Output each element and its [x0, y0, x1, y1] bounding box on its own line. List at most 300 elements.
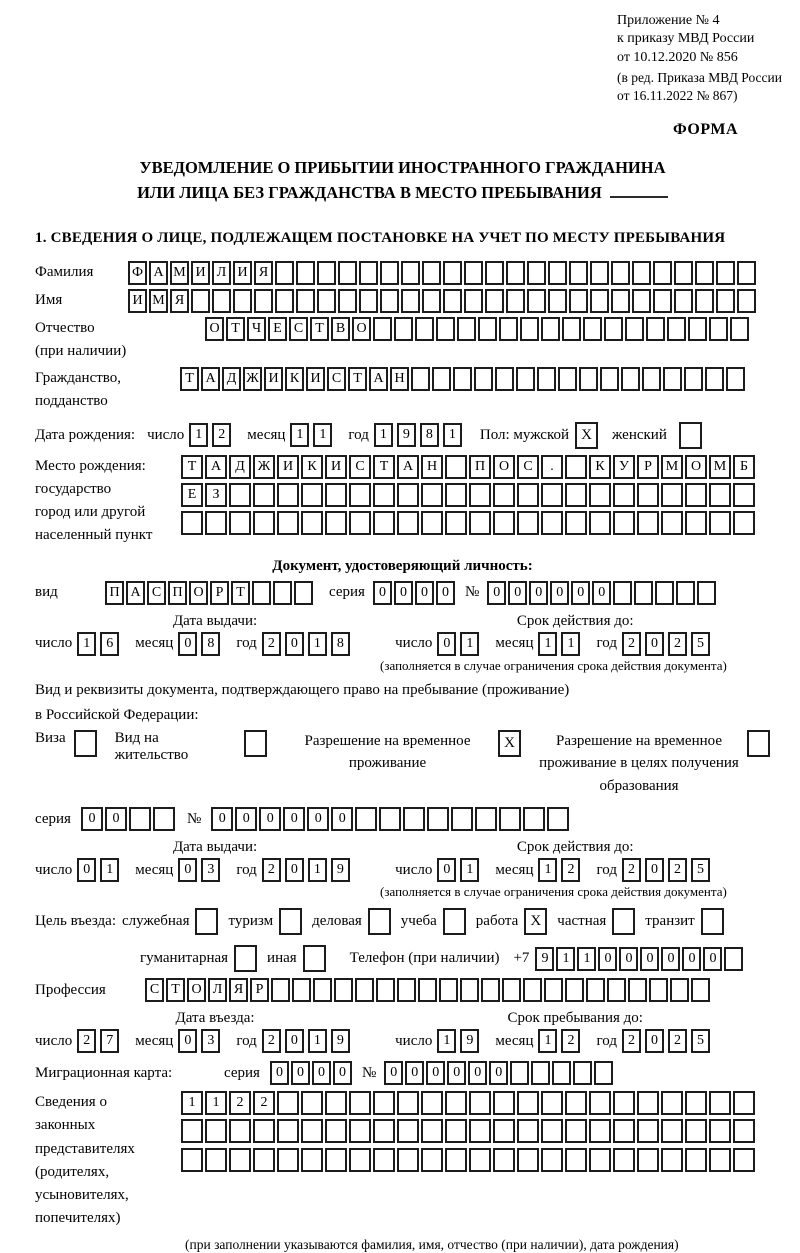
- char-box[interactable]: [271, 978, 290, 1002]
- char-box[interactable]: [301, 511, 323, 535]
- char-box[interactable]: [637, 483, 659, 507]
- char-box[interactable]: 0: [405, 1061, 424, 1085]
- char-box[interactable]: [565, 978, 584, 1002]
- other-checkbox[interactable]: [303, 945, 326, 972]
- char-box[interactable]: [432, 367, 451, 391]
- char-box[interactable]: 1: [538, 632, 557, 656]
- char-box[interactable]: [445, 455, 467, 479]
- char-box[interactable]: [445, 483, 467, 507]
- char-box[interactable]: Р: [637, 455, 659, 479]
- char-box[interactable]: [397, 1148, 419, 1172]
- char-box[interactable]: [275, 289, 294, 313]
- char-box[interactable]: [421, 1119, 443, 1143]
- char-box[interactable]: [277, 1148, 299, 1172]
- char-box[interactable]: [685, 1148, 707, 1172]
- official-checkbox[interactable]: [195, 908, 218, 935]
- char-box[interactable]: [613, 511, 635, 535]
- char-box[interactable]: 0: [447, 1061, 466, 1085]
- char-box[interactable]: [205, 1148, 227, 1172]
- char-box[interactable]: [709, 1119, 731, 1143]
- char-box[interactable]: [733, 1091, 755, 1115]
- char-box[interactable]: [685, 1091, 707, 1115]
- char-box[interactable]: М: [170, 261, 189, 285]
- char-box[interactable]: [634, 581, 653, 605]
- female-checkbox[interactable]: [679, 422, 702, 449]
- char-box[interactable]: [294, 581, 313, 605]
- char-box[interactable]: Я: [254, 261, 273, 285]
- title-blank-line[interactable]: [610, 184, 668, 198]
- visa-checkbox[interactable]: [74, 730, 97, 757]
- char-box[interactable]: 1: [437, 1029, 456, 1053]
- char-box[interactable]: 0: [529, 581, 548, 605]
- char-box[interactable]: Т: [310, 317, 329, 341]
- char-box[interactable]: 0: [415, 581, 434, 605]
- char-box[interactable]: [453, 367, 472, 391]
- char-box[interactable]: [478, 317, 497, 341]
- char-box[interactable]: [733, 1148, 755, 1172]
- char-box[interactable]: О: [187, 978, 206, 1002]
- char-box[interactable]: 0: [682, 947, 701, 971]
- char-box[interactable]: [397, 1091, 419, 1115]
- char-box[interactable]: 2: [561, 1029, 580, 1053]
- char-box[interactable]: С: [349, 455, 371, 479]
- char-box[interactable]: [613, 1119, 635, 1143]
- char-box[interactable]: 1: [308, 632, 327, 656]
- char-box[interactable]: С: [145, 978, 164, 1002]
- char-box[interactable]: [338, 261, 357, 285]
- char-box[interactable]: [301, 1119, 323, 1143]
- char-box[interactable]: И: [306, 367, 325, 391]
- char-box[interactable]: 2: [262, 1029, 281, 1053]
- tourism-checkbox[interactable]: [279, 908, 302, 935]
- char-box[interactable]: 0: [331, 807, 353, 831]
- char-box[interactable]: 0: [285, 1029, 304, 1053]
- char-box[interactable]: 1: [205, 1091, 227, 1115]
- char-box[interactable]: [445, 511, 467, 535]
- char-box[interactable]: 0: [508, 581, 527, 605]
- char-box[interactable]: [153, 807, 175, 831]
- char-box[interactable]: 0: [550, 581, 569, 605]
- char-box[interactable]: 0: [645, 1029, 664, 1053]
- char-box[interactable]: [611, 289, 630, 313]
- char-box[interactable]: А: [201, 367, 220, 391]
- char-box[interactable]: [527, 261, 546, 285]
- char-box[interactable]: [628, 978, 647, 1002]
- char-box[interactable]: 9: [535, 947, 554, 971]
- char-box[interactable]: 7: [100, 1029, 119, 1053]
- char-box[interactable]: Ж: [243, 367, 262, 391]
- char-box[interactable]: [523, 807, 545, 831]
- char-box[interactable]: [523, 978, 542, 1002]
- char-box[interactable]: 0: [333, 1061, 352, 1085]
- char-box[interactable]: [253, 1119, 275, 1143]
- char-box[interactable]: [349, 511, 371, 535]
- char-box[interactable]: [469, 1148, 491, 1172]
- char-box[interactable]: [277, 1119, 299, 1143]
- char-box[interactable]: [653, 289, 672, 313]
- char-box[interactable]: 1: [181, 1091, 203, 1115]
- char-box[interactable]: [637, 1091, 659, 1115]
- char-box[interactable]: 0: [426, 1061, 445, 1085]
- char-box[interactable]: 2: [229, 1091, 251, 1115]
- char-box[interactable]: [493, 1148, 515, 1172]
- char-box[interactable]: [589, 511, 611, 535]
- char-box[interactable]: [349, 1119, 371, 1143]
- char-box[interactable]: [415, 317, 434, 341]
- char-box[interactable]: Е: [268, 317, 287, 341]
- char-box[interactable]: [569, 289, 588, 313]
- char-box[interactable]: 0: [285, 858, 304, 882]
- char-box[interactable]: [394, 317, 413, 341]
- char-box[interactable]: [212, 289, 231, 313]
- char-box[interactable]: 0: [489, 1061, 508, 1085]
- char-box[interactable]: [359, 261, 378, 285]
- char-box[interactable]: [737, 261, 756, 285]
- char-box[interactable]: [401, 289, 420, 313]
- char-box[interactable]: 0: [259, 807, 281, 831]
- char-box[interactable]: [313, 978, 332, 1002]
- char-box[interactable]: [649, 978, 668, 1002]
- char-box[interactable]: [422, 261, 441, 285]
- char-box[interactable]: [531, 1061, 550, 1085]
- char-box[interactable]: [292, 978, 311, 1002]
- char-box[interactable]: Д: [229, 455, 251, 479]
- char-box[interactable]: [469, 511, 491, 535]
- male-checkbox[interactable]: X: [575, 422, 598, 449]
- char-box[interactable]: [403, 807, 425, 831]
- char-box[interactable]: И: [277, 455, 299, 479]
- char-box[interactable]: [520, 317, 539, 341]
- char-box[interactable]: [376, 978, 395, 1002]
- char-box[interactable]: 1: [443, 423, 462, 447]
- char-box[interactable]: С: [289, 317, 308, 341]
- char-box[interactable]: 0: [384, 1061, 403, 1085]
- char-box[interactable]: [590, 289, 609, 313]
- char-box[interactable]: [637, 1148, 659, 1172]
- char-box[interactable]: [422, 289, 441, 313]
- char-box[interactable]: [229, 1119, 251, 1143]
- char-box[interactable]: [181, 1148, 203, 1172]
- char-box[interactable]: [548, 289, 567, 313]
- char-box[interactable]: [397, 511, 419, 535]
- char-box[interactable]: И: [233, 261, 252, 285]
- char-box[interactable]: [684, 367, 703, 391]
- char-box[interactable]: [724, 947, 743, 971]
- char-box[interactable]: [325, 511, 347, 535]
- char-box[interactable]: 0: [285, 632, 304, 656]
- char-box[interactable]: 2: [253, 1091, 275, 1115]
- char-box[interactable]: 9: [331, 858, 350, 882]
- char-box[interactable]: [541, 1148, 563, 1172]
- char-box[interactable]: 1: [374, 423, 393, 447]
- char-box[interactable]: Т: [231, 581, 250, 605]
- char-box[interactable]: [421, 483, 443, 507]
- char-box[interactable]: [411, 367, 430, 391]
- char-box[interactable]: [421, 1091, 443, 1115]
- char-box[interactable]: [685, 1119, 707, 1143]
- char-box[interactable]: [233, 289, 252, 313]
- char-box[interactable]: 1: [308, 858, 327, 882]
- char-box[interactable]: [632, 289, 651, 313]
- char-box[interactable]: 9: [331, 1029, 350, 1053]
- char-box[interactable]: [527, 289, 546, 313]
- char-box[interactable]: [646, 317, 665, 341]
- char-box[interactable]: 2: [622, 632, 641, 656]
- char-box[interactable]: 1: [556, 947, 575, 971]
- char-box[interactable]: 0: [661, 947, 680, 971]
- char-box[interactable]: [464, 289, 483, 313]
- char-box[interactable]: [594, 1061, 613, 1085]
- residence-permit-checkbox[interactable]: [244, 730, 267, 757]
- char-box[interactable]: [632, 261, 651, 285]
- char-box[interactable]: [421, 1148, 443, 1172]
- char-box[interactable]: [661, 511, 683, 535]
- char-box[interactable]: 9: [460, 1029, 479, 1053]
- char-box[interactable]: [613, 1148, 635, 1172]
- char-box[interactable]: [493, 1091, 515, 1115]
- char-box[interactable]: [325, 1119, 347, 1143]
- char-box[interactable]: О: [189, 581, 208, 605]
- char-box[interactable]: 1: [189, 423, 208, 447]
- char-box[interactable]: 1: [561, 632, 580, 656]
- char-box[interactable]: 0: [487, 581, 506, 605]
- char-box[interactable]: [253, 511, 275, 535]
- char-box[interactable]: 2: [622, 858, 641, 882]
- char-box[interactable]: [517, 483, 539, 507]
- char-box[interactable]: [379, 807, 401, 831]
- char-box[interactable]: Р: [250, 978, 269, 1002]
- char-box[interactable]: В: [331, 317, 350, 341]
- char-box[interactable]: 2: [561, 858, 580, 882]
- char-box[interactable]: [621, 367, 640, 391]
- char-box[interactable]: 2: [262, 858, 281, 882]
- char-box[interactable]: [445, 1091, 467, 1115]
- char-box[interactable]: [516, 367, 535, 391]
- char-box[interactable]: [229, 511, 251, 535]
- char-box[interactable]: 2: [668, 1029, 687, 1053]
- char-box[interactable]: [716, 261, 735, 285]
- private-checkbox[interactable]: [612, 908, 635, 935]
- char-box[interactable]: [499, 317, 518, 341]
- char-box[interactable]: [181, 511, 203, 535]
- char-box[interactable]: [253, 483, 275, 507]
- char-box[interactable]: [301, 1091, 323, 1115]
- char-box[interactable]: [541, 1091, 563, 1115]
- char-box[interactable]: [604, 317, 623, 341]
- char-box[interactable]: [642, 367, 661, 391]
- char-box[interactable]: Т: [348, 367, 367, 391]
- char-box[interactable]: 0: [645, 632, 664, 656]
- char-box[interactable]: 1: [538, 858, 557, 882]
- char-box[interactable]: [253, 1148, 275, 1172]
- char-box[interactable]: А: [369, 367, 388, 391]
- char-box[interactable]: [552, 1061, 571, 1085]
- char-box[interactable]: 0: [468, 1061, 487, 1085]
- char-box[interactable]: 0: [81, 807, 103, 831]
- char-box[interactable]: 0: [437, 632, 456, 656]
- char-box[interactable]: [544, 978, 563, 1002]
- char-box[interactable]: [277, 1091, 299, 1115]
- char-box[interactable]: [565, 1148, 587, 1172]
- char-box[interactable]: [607, 978, 626, 1002]
- char-box[interactable]: [517, 1148, 539, 1172]
- char-box[interactable]: [373, 483, 395, 507]
- char-box[interactable]: О: [205, 317, 224, 341]
- char-box[interactable]: [445, 1148, 467, 1172]
- char-box[interactable]: [661, 1148, 683, 1172]
- char-box[interactable]: [541, 511, 563, 535]
- char-box[interactable]: 0: [235, 807, 257, 831]
- char-box[interactable]: [709, 1091, 731, 1115]
- char-box[interactable]: [349, 483, 371, 507]
- char-box[interactable]: [613, 581, 632, 605]
- char-box[interactable]: 0: [645, 858, 664, 882]
- char-box[interactable]: [541, 1119, 563, 1143]
- char-box[interactable]: [517, 1119, 539, 1143]
- char-box[interactable]: [349, 1148, 371, 1172]
- char-box[interactable]: 1: [308, 1029, 327, 1053]
- char-box[interactable]: И: [191, 261, 210, 285]
- char-box[interactable]: [469, 483, 491, 507]
- char-box[interactable]: [451, 807, 473, 831]
- char-box[interactable]: 0: [598, 947, 617, 971]
- char-box[interactable]: [499, 807, 521, 831]
- char-box[interactable]: [474, 367, 493, 391]
- transit-checkbox[interactable]: [701, 908, 724, 935]
- char-box[interactable]: Р: [210, 581, 229, 605]
- char-box[interactable]: 0: [394, 581, 413, 605]
- char-box[interactable]: 5: [691, 1029, 710, 1053]
- char-box[interactable]: [427, 807, 449, 831]
- char-box[interactable]: 8: [420, 423, 439, 447]
- char-box[interactable]: [589, 1148, 611, 1172]
- char-box[interactable]: [625, 317, 644, 341]
- char-box[interactable]: П: [469, 455, 491, 479]
- char-box[interactable]: [296, 289, 315, 313]
- char-box[interactable]: 5: [691, 632, 710, 656]
- char-box[interactable]: [688, 317, 707, 341]
- char-box[interactable]: [565, 483, 587, 507]
- char-box[interactable]: [380, 261, 399, 285]
- char-box[interactable]: [733, 483, 755, 507]
- char-box[interactable]: [373, 1119, 395, 1143]
- char-box[interactable]: Я: [229, 978, 248, 1002]
- char-box[interactable]: И: [128, 289, 147, 313]
- study-checkbox[interactable]: [443, 908, 466, 935]
- char-box[interactable]: [397, 978, 416, 1002]
- char-box[interactable]: С: [327, 367, 346, 391]
- char-box[interactable]: [676, 581, 695, 605]
- char-box[interactable]: [667, 317, 686, 341]
- char-box[interactable]: [709, 317, 728, 341]
- char-box[interactable]: [464, 261, 483, 285]
- work-checkbox[interactable]: X: [524, 908, 547, 935]
- char-box[interactable]: [674, 261, 693, 285]
- char-box[interactable]: 6: [100, 632, 119, 656]
- char-box[interactable]: 0: [571, 581, 590, 605]
- char-box[interactable]: [252, 581, 271, 605]
- char-box[interactable]: [579, 367, 598, 391]
- char-box[interactable]: 2: [668, 858, 687, 882]
- char-box[interactable]: [716, 289, 735, 313]
- char-box[interactable]: Ч: [247, 317, 266, 341]
- char-box[interactable]: 0: [178, 632, 197, 656]
- humanitarian-checkbox[interactable]: [234, 945, 257, 972]
- char-box[interactable]: [349, 1091, 371, 1115]
- char-box[interactable]: [691, 978, 710, 1002]
- char-box[interactable]: К: [301, 455, 323, 479]
- char-box[interactable]: [181, 1119, 203, 1143]
- char-box[interactable]: [565, 1091, 587, 1115]
- char-box[interactable]: 0: [436, 581, 455, 605]
- char-box[interactable]: [537, 367, 556, 391]
- char-box[interactable]: [317, 289, 336, 313]
- char-box[interactable]: 2: [622, 1029, 641, 1053]
- char-box[interactable]: О: [352, 317, 371, 341]
- char-box[interactable]: [493, 511, 515, 535]
- char-box[interactable]: 0: [592, 581, 611, 605]
- char-box[interactable]: [229, 483, 251, 507]
- char-box[interactable]: [661, 1091, 683, 1115]
- char-box[interactable]: [493, 483, 515, 507]
- char-box[interactable]: [705, 367, 724, 391]
- char-box[interactable]: [733, 511, 755, 535]
- char-box[interactable]: 0: [178, 1029, 197, 1053]
- char-box[interactable]: [661, 1119, 683, 1143]
- char-box[interactable]: [565, 511, 587, 535]
- char-box[interactable]: А: [205, 455, 227, 479]
- char-box[interactable]: [695, 289, 714, 313]
- char-box[interactable]: 1: [290, 423, 309, 447]
- char-box[interactable]: [443, 289, 462, 313]
- char-box[interactable]: П: [168, 581, 187, 605]
- char-box[interactable]: К: [589, 455, 611, 479]
- char-box[interactable]: [709, 483, 731, 507]
- char-box[interactable]: [457, 317, 476, 341]
- char-box[interactable]: [485, 289, 504, 313]
- char-box[interactable]: [205, 511, 227, 535]
- char-box[interactable]: 2: [262, 632, 281, 656]
- char-box[interactable]: 1: [313, 423, 332, 447]
- char-box[interactable]: [517, 511, 539, 535]
- char-box[interactable]: 0: [307, 807, 329, 831]
- char-box[interactable]: [506, 289, 525, 313]
- char-box[interactable]: [397, 483, 419, 507]
- char-box[interactable]: [481, 978, 500, 1002]
- char-box[interactable]: Ж: [253, 455, 275, 479]
- char-box[interactable]: [380, 289, 399, 313]
- char-box[interactable]: [436, 317, 455, 341]
- char-box[interactable]: [443, 261, 462, 285]
- char-box[interactable]: [695, 261, 714, 285]
- char-box[interactable]: [562, 317, 581, 341]
- char-box[interactable]: [317, 261, 336, 285]
- char-box[interactable]: 1: [460, 858, 479, 882]
- char-box[interactable]: У: [613, 455, 635, 479]
- char-box[interactable]: [418, 978, 437, 1002]
- char-box[interactable]: [355, 978, 374, 1002]
- char-box[interactable]: [685, 511, 707, 535]
- char-box[interactable]: 2: [668, 632, 687, 656]
- char-box[interactable]: [589, 483, 611, 507]
- char-box[interactable]: [301, 483, 323, 507]
- char-box[interactable]: [637, 1119, 659, 1143]
- char-box[interactable]: [325, 483, 347, 507]
- char-box[interactable]: [565, 1119, 587, 1143]
- char-box[interactable]: 0: [211, 807, 233, 831]
- char-box[interactable]: И: [264, 367, 283, 391]
- char-box[interactable]: О: [685, 455, 707, 479]
